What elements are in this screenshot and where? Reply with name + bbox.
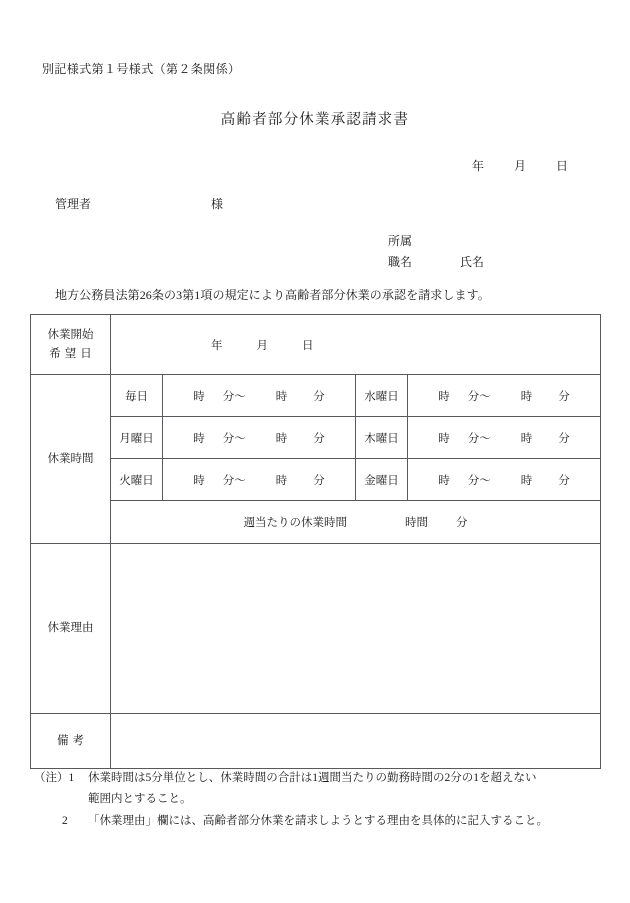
reason-label: 休業理由 (47, 622, 94, 635)
notes-heading-marker: （注） (34, 772, 69, 784)
table-row-reason (31, 544, 601, 714)
hour-start-label: 時 (438, 432, 450, 445)
weekly-total-hour-unit: 時間 (405, 517, 428, 529)
day-label-cell: 月曜日 (111, 417, 163, 459)
date-year-label: 年 (471, 159, 484, 173)
date-day-label: 日 (555, 159, 568, 173)
weekly-total-label: 週当たりの休業時間 (243, 517, 347, 529)
addressee-label: 管理者 (55, 197, 92, 211)
table-row-weekly-total (31, 501, 601, 544)
applicant-position-row (388, 252, 484, 273)
hour-start-label: 時 (193, 390, 205, 403)
hours-section-label-cell (31, 375, 111, 544)
note-text: 休業時間は5分単位とし、休業時間の合計は1週間当たりの勤務時間の2分の1を超えない (88, 772, 537, 784)
minute-start-label: 分～ (222, 474, 246, 487)
applicant-block (388, 231, 484, 273)
weekly-total-minute-unit: 分 (456, 517, 468, 529)
time-input-cell[interactable] (163, 417, 356, 459)
hours-section-label: 休業時間 (47, 452, 94, 465)
reason-label-cell (31, 544, 111, 714)
form-code-label: 別記様式第１号様式（第２条関係） (42, 62, 241, 76)
minute-start-label: 分～ (467, 432, 491, 445)
hour-end-label: 時 (275, 390, 288, 403)
time-input-cell[interactable] (408, 417, 601, 459)
note-number: 1 (68, 772, 75, 784)
note-item (34, 768, 614, 789)
note-continuation: 範囲内とすること。 (88, 793, 192, 806)
hour-start-label: 時 (193, 474, 205, 487)
table-row (31, 375, 601, 417)
day-label-cell: 毎日 (111, 375, 163, 417)
start-date-input-cell[interactable] (111, 315, 601, 375)
date-line (0, 157, 630, 174)
remarks-input-cell[interactable] (111, 714, 601, 769)
table-row (31, 459, 601, 501)
minute-end-label: 分 (313, 390, 325, 403)
hour-start-label: 時 (193, 432, 205, 445)
date-month-label: 月 (513, 159, 526, 173)
hour-start-label: 時 (438, 474, 450, 487)
start-date-label-cell (31, 315, 111, 375)
note-text: 「休業理由」欄には、高齢者部分休業を請求しようとする理由を具体的に記入すること。 (88, 814, 548, 827)
day-label-cell: 火曜日 (111, 459, 163, 501)
note-marker (34, 811, 88, 832)
minute-start-label: 分～ (467, 390, 491, 403)
hour-end-label: 時 (275, 474, 288, 487)
time-input-cell[interactable] (163, 375, 356, 417)
note-number: 2 (62, 814, 68, 827)
minute-end-label: 分 (313, 474, 325, 487)
addressee-honorific: 様 (211, 197, 224, 211)
day-label-cell: 木曜日 (356, 417, 408, 459)
minute-end-label: 分 (313, 432, 325, 445)
applicant-affiliation-label: 所属 (388, 234, 413, 248)
remarks-label: 備考 (57, 734, 88, 747)
document-title: 高齢者部分休業承認請求書 (220, 112, 410, 128)
hour-end-label: 時 (520, 432, 533, 445)
time-input-cell[interactable] (163, 459, 356, 501)
remarks-label-cell (31, 714, 111, 769)
request-form-table (30, 314, 601, 769)
minute-end-label: 分 (558, 390, 570, 403)
start-date-label-line2: 希望日 (49, 347, 96, 360)
hour-end-label: 時 (275, 432, 288, 445)
hour-end-label: 時 (520, 390, 533, 403)
hour-end-label: 時 (520, 474, 533, 487)
start-date-label-line1: 休業開始 (47, 329, 94, 342)
table-row-start-date (31, 315, 601, 375)
minute-start-label: 分～ (222, 390, 246, 403)
hour-start-label: 時 (438, 390, 450, 403)
notes-section (34, 768, 614, 832)
minute-start-label: 分～ (222, 432, 246, 445)
time-input-cell[interactable] (408, 459, 601, 501)
table-row-remarks (31, 714, 601, 769)
start-date-month-label: 月 (256, 339, 268, 352)
minute-end-label: 分 (558, 432, 570, 445)
start-date-day-label: 日 (302, 339, 314, 352)
addressee (55, 195, 223, 212)
applicant-position-label: 職名 (388, 255, 413, 269)
start-date-year-label: 年 (211, 339, 223, 352)
minute-start-label: 分～ (467, 474, 491, 487)
reason-input-cell[interactable] (111, 544, 601, 714)
day-label-cell: 金曜日 (356, 459, 408, 501)
day-label-cell: 水曜日 (356, 375, 408, 417)
note-item (34, 811, 614, 832)
note-marker (34, 768, 88, 789)
minute-end-label: 分 (558, 474, 570, 487)
statute-statement: 地方公務員法第26条の3第1項の規定により高齢者部分休業の承認を請求します。 (55, 288, 490, 302)
weekly-total-cell[interactable] (111, 501, 601, 544)
applicant-name-label: 氏名 (460, 255, 485, 269)
time-input-cell[interactable] (408, 375, 601, 417)
table-row (31, 417, 601, 459)
